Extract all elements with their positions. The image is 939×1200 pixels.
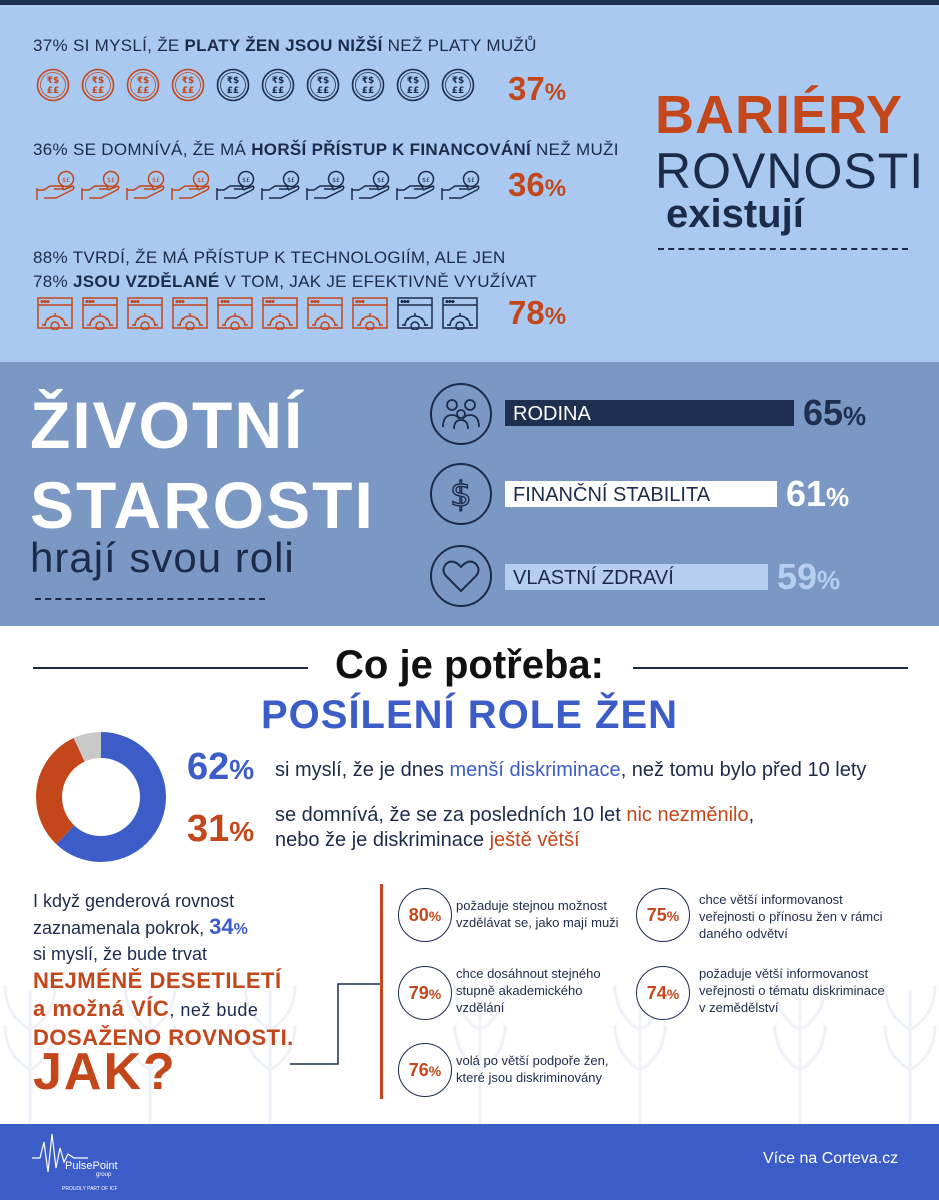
svg-text:₹$: ₹$ bbox=[91, 76, 105, 86]
barriers-title: BARIÉRY bbox=[655, 85, 904, 145]
stat-31-text: se domnívá, že se za posledních 10 let nic nezměnilo, nebo že je diskriminace ještě větší bbox=[275, 804, 755, 851]
top-divider bbox=[0, 0, 939, 5]
svg-text:££: ££ bbox=[136, 86, 150, 96]
svg-text:££: ££ bbox=[226, 86, 240, 96]
barrier-1-text: 37% SI MYSLÍ, ŽE PLATY ŽEN JSOU NIŽŠÍ NEŽ PLATY MUŽŮ bbox=[33, 36, 537, 55]
finance-bar bbox=[505, 481, 777, 507]
svg-text:₹$: ₹$ bbox=[271, 76, 285, 86]
progress-line-3: si myslí, že bude trvat bbox=[33, 944, 208, 964]
finance-label: FINANČNÍ STABILITA bbox=[513, 484, 711, 506]
svg-text:££: ££ bbox=[91, 86, 105, 96]
svg-text:££: ££ bbox=[316, 86, 330, 96]
svg-text:$: $ bbox=[450, 475, 472, 515]
dashed-divider bbox=[658, 248, 908, 250]
life-title-2: STAROSTI bbox=[30, 468, 375, 542]
svg-text:$£: $£ bbox=[467, 177, 475, 184]
how-74-text: požaduje větší informovanost veřejnosti o tématu diskriminace v zemědělství bbox=[699, 966, 885, 1015]
barrier-3-line1: 88% TVRDÍ, ŽE MÁ PŘÍSTUP K TECHNOLOGIÍM, ALE JEN bbox=[33, 248, 506, 267]
pulsepoint-logo-tag: PROUDLY PART OF ICF bbox=[62, 1186, 118, 1192]
barrier-3-pct: 78% bbox=[508, 294, 567, 331]
stat-62-text: si myslí, že je dnes menší diskriminace, než tomu bylo před 10 lety bbox=[275, 759, 867, 781]
barrier-1-pct: 37% bbox=[508, 70, 567, 107]
hand-coin-icon bbox=[351, 170, 395, 207]
family-icon bbox=[430, 383, 492, 445]
money-coin-icon bbox=[171, 68, 205, 107]
orange-vertical-rule bbox=[380, 884, 383, 1099]
browser-gear-icon bbox=[306, 296, 344, 335]
svg-text:₹$: ₹$ bbox=[451, 76, 465, 86]
stat-62-pct: 62% bbox=[187, 746, 255, 788]
how-74-circle: 74% bbox=[636, 966, 690, 1020]
browser-gear-icon bbox=[396, 296, 434, 335]
hand-coin-icon bbox=[306, 170, 350, 207]
progress-line-2: zaznamenala pokrok, 34% bbox=[33, 914, 248, 939]
pulsepoint-logo-text: PulsePoint bbox=[65, 1160, 118, 1172]
barrier-2-text: 36% SE DOMNÍVÁ, ŽE MÁ HORŠÍ PŘÍSTUP K FINANCOVÁNÍ NEŽ MUŽI bbox=[33, 140, 619, 159]
svg-text:££: ££ bbox=[181, 86, 195, 96]
svg-text:$£: $£ bbox=[422, 177, 430, 184]
how-79-text: chce dosáhnout stejného stupně akademického vzdělání bbox=[456, 966, 601, 1015]
hand-coin-icon bbox=[441, 170, 485, 207]
need-subtitle: POSÍLENÍ ROLE ŽEN bbox=[260, 693, 679, 737]
family-pct: 65% bbox=[803, 392, 867, 433]
svg-text:₹$: ₹$ bbox=[226, 76, 240, 86]
browser-gear-icon bbox=[351, 296, 389, 335]
money-coin-icon bbox=[216, 68, 250, 107]
pulsepoint-logo-sub: group bbox=[96, 1172, 112, 1178]
how-80-text: požaduje stejnou možnost vzdělávat se, jako mají muži bbox=[456, 898, 619, 930]
how-76-text: volá po větší podpoře žen, které jsou diskriminovány bbox=[456, 1053, 609, 1085]
money-coin-icon bbox=[396, 68, 430, 107]
svg-text:₹$: ₹$ bbox=[316, 76, 330, 86]
how-80-circle: 80% bbox=[398, 888, 452, 942]
browser-gear-icon bbox=[261, 296, 299, 335]
svg-text:££: ££ bbox=[46, 86, 60, 96]
hand-coin-icon bbox=[216, 170, 260, 207]
life-title: ŽIVOTNÍ bbox=[30, 388, 305, 462]
svg-text:₹$: ₹$ bbox=[46, 76, 60, 86]
hand-coin-icon bbox=[261, 170, 305, 207]
health-bar bbox=[505, 564, 768, 590]
family-bar bbox=[505, 400, 794, 426]
barriers-subtitle-2: existují bbox=[666, 192, 804, 236]
svg-text:$£: $£ bbox=[107, 177, 115, 184]
svg-text:££: ££ bbox=[361, 86, 375, 96]
svg-text:££: ££ bbox=[271, 86, 285, 96]
barriers-subtitle: ROVNOSTI bbox=[655, 143, 925, 199]
svg-text:₹$: ₹$ bbox=[181, 76, 195, 86]
svg-text:$£: $£ bbox=[287, 177, 295, 184]
how-75-text: chce větší informovanost veřejnosti o přínosu žen v rámci daného odvětví bbox=[699, 892, 883, 941]
hand-coin-icon bbox=[171, 170, 215, 207]
browser-gear-icon bbox=[36, 296, 74, 335]
svg-text:$£: $£ bbox=[377, 177, 385, 184]
svg-text:₹$: ₹$ bbox=[136, 76, 150, 86]
browser-icon-row bbox=[36, 296, 496, 330]
browser-gear-icon bbox=[81, 296, 119, 335]
money-coin-icon bbox=[261, 68, 295, 107]
finance-pct: 61% bbox=[786, 473, 850, 514]
barrier-2-pct: 36% bbox=[508, 166, 567, 203]
barrier-3-text: 78% JSOU VZDĚLANÉ V TOM, JAK JE EFEKTIVNĚ VYUŽÍVAT bbox=[33, 272, 538, 291]
svg-text:££: ££ bbox=[406, 86, 420, 96]
how-79-circle: 79% bbox=[398, 966, 452, 1020]
stat-31-pct: 31% bbox=[187, 808, 255, 850]
money-coin-icon bbox=[36, 68, 70, 107]
hand-coin-icon bbox=[126, 170, 170, 207]
svg-text:$£: $£ bbox=[242, 177, 250, 184]
progress-bold-1: NEJMÉNĚ DESETILETÍ bbox=[33, 968, 282, 993]
corteva-link[interactable]: Více na Corteva.cz bbox=[763, 1150, 899, 1167]
svg-text:₹$: ₹$ bbox=[361, 76, 375, 86]
browser-gear-icon bbox=[216, 296, 254, 335]
money-coin-icon bbox=[306, 68, 340, 107]
connector-lines bbox=[290, 884, 400, 1104]
progress-bold-2: a možná VÍC, než bude bbox=[33, 996, 259, 1021]
hand-icon-row bbox=[36, 170, 496, 202]
browser-gear-icon bbox=[441, 296, 479, 335]
how-75-circle: 75% bbox=[636, 888, 690, 942]
jak-heading: JAK? bbox=[33, 1043, 177, 1101]
money-coin-icon bbox=[81, 68, 115, 107]
coin-icon-row bbox=[36, 68, 476, 102]
money-coin-icon bbox=[441, 68, 475, 107]
svg-text:$£: $£ bbox=[152, 177, 160, 184]
hand-coin-icon bbox=[81, 170, 125, 207]
dollar-icon bbox=[430, 463, 492, 525]
progress-line-1: I když genderová rovnost bbox=[33, 891, 235, 911]
svg-text:$£: $£ bbox=[332, 177, 340, 184]
need-title: Co je potřeba: bbox=[335, 643, 604, 687]
how-76-circle: 76% bbox=[398, 1043, 452, 1097]
family-label: RODINA bbox=[513, 403, 591, 425]
hand-coin-icon bbox=[36, 170, 80, 207]
dashed-divider-2 bbox=[35, 598, 265, 600]
browser-gear-icon bbox=[126, 296, 164, 335]
svg-text:$£: $£ bbox=[197, 177, 205, 184]
svg-text:££: ££ bbox=[451, 86, 465, 96]
health-pct: 59% bbox=[777, 556, 841, 597]
hand-coin-icon bbox=[396, 170, 440, 207]
money-coin-icon bbox=[126, 68, 160, 107]
svg-text:$£: $£ bbox=[62, 177, 70, 184]
life-subtitle: hrají svou roli bbox=[30, 534, 295, 581]
discrimination-donut-chart bbox=[36, 732, 166, 862]
health-label: VLASTNÍ ZDRAVÍ bbox=[513, 567, 674, 589]
svg-text:₹$: ₹$ bbox=[406, 76, 420, 86]
heart-icon bbox=[430, 545, 492, 607]
money-coin-icon bbox=[351, 68, 385, 107]
browser-gear-icon bbox=[171, 296, 209, 335]
progress-bold-3: DOSAŽENO ROVNOSTI. bbox=[33, 1025, 294, 1050]
